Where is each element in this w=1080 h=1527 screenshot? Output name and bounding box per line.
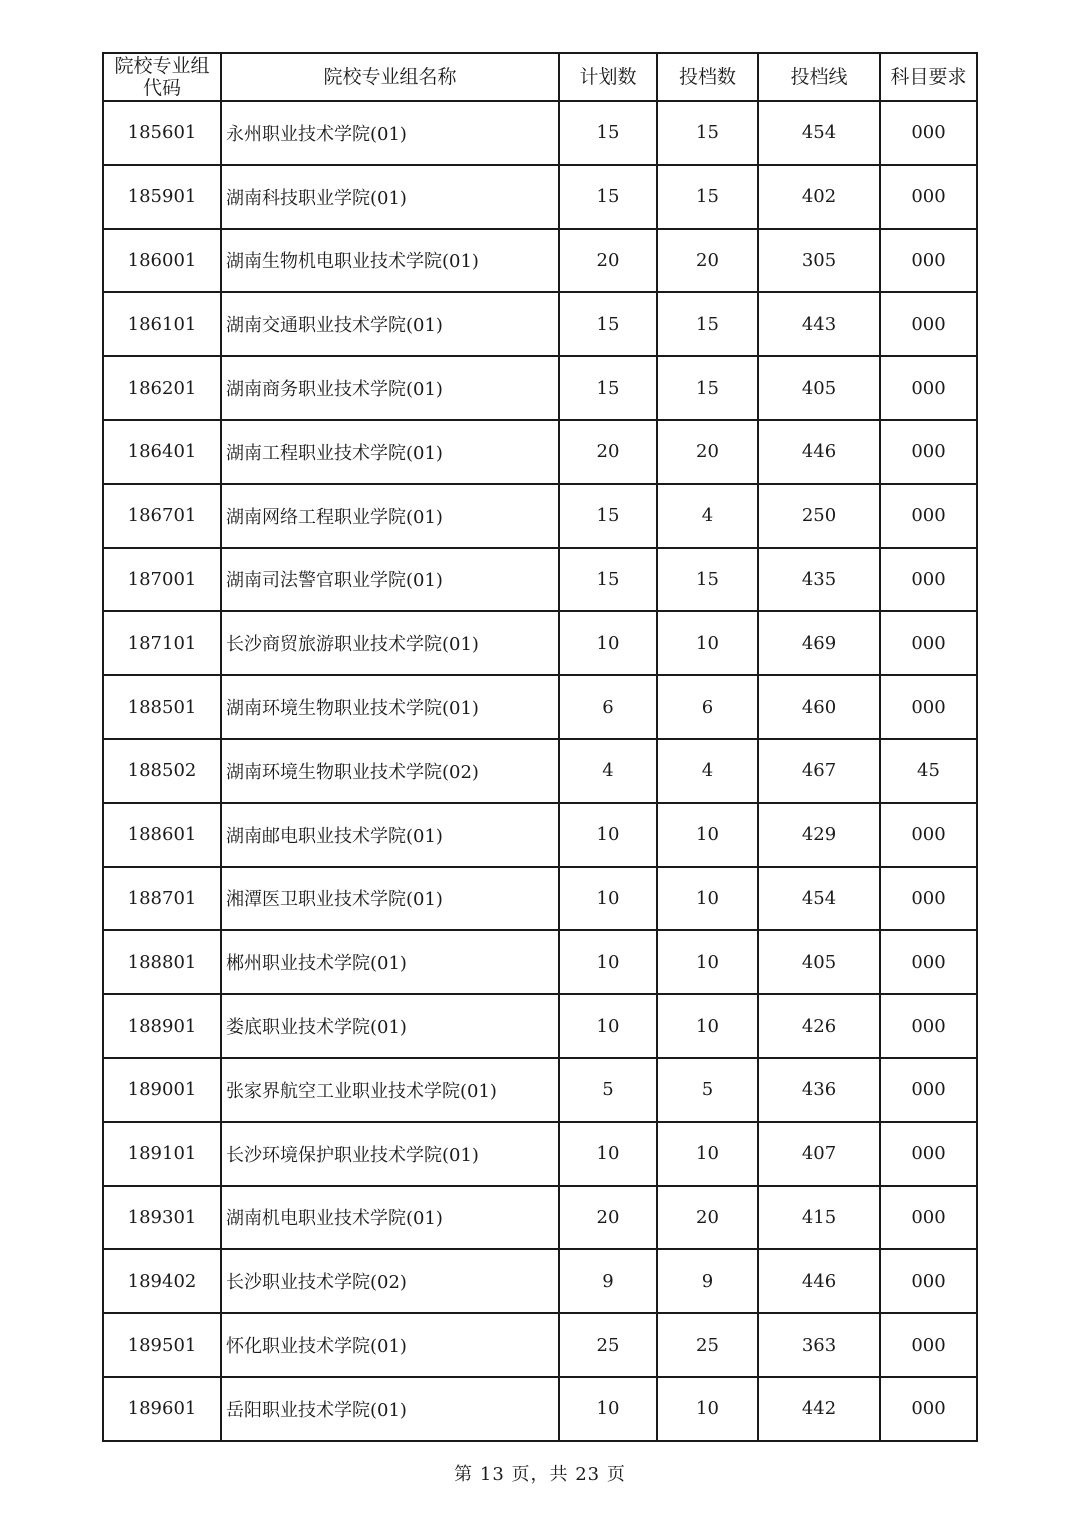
cell-admitted: 20 — [657, 420, 758, 484]
cell-code: 189001 — [103, 1058, 221, 1122]
table-row — [103, 994, 977, 1058]
cell-subject: 000 — [880, 1313, 977, 1377]
cell-line: 454 — [758, 867, 880, 931]
cell-subject: 000 — [880, 101, 977, 165]
cell-name: 湖南生物机电职业技术学院(01) — [221, 229, 559, 293]
cell-subject: 000 — [880, 611, 977, 675]
cell-admitted: 15 — [657, 101, 758, 165]
cell-plan: 15 — [559, 548, 657, 612]
header-code-line2: 代码 — [142, 77, 181, 99]
cell-name: 湖南环境生物职业技术学院(01) — [221, 675, 559, 739]
table-row — [103, 292, 977, 356]
cell-subject: 000 — [880, 420, 977, 484]
cell-subject: 000 — [880, 803, 977, 867]
cell-code: 187001 — [103, 548, 221, 612]
table-row — [103, 1377, 977, 1441]
cell-admitted: 15 — [657, 356, 758, 420]
cell-admitted: 25 — [657, 1313, 758, 1377]
table-row — [103, 420, 977, 484]
header-admitted: 投档数 — [657, 53, 758, 101]
admission-table — [102, 52, 978, 1442]
cell-plan: 20 — [559, 229, 657, 293]
cell-admitted: 9 — [657, 1249, 758, 1313]
cell-name: 怀化职业技术学院(01) — [221, 1313, 559, 1377]
cell-name: 长沙商贸旅游职业技术学院(01) — [221, 611, 559, 675]
cell-line: 405 — [758, 356, 880, 420]
cell-name: 长沙环境保护职业技术学院(01) — [221, 1122, 559, 1186]
header-line: 投档线 — [758, 53, 880, 101]
cell-name: 娄底职业技术学院(01) — [221, 994, 559, 1058]
cell-line: 469 — [758, 611, 880, 675]
table-row — [103, 675, 977, 739]
cell-plan: 10 — [559, 867, 657, 931]
table-row — [103, 101, 977, 165]
cell-line: 305 — [758, 229, 880, 293]
cell-admitted: 15 — [657, 165, 758, 229]
cell-line: 467 — [758, 739, 880, 803]
table-row — [103, 1122, 977, 1186]
cell-plan: 15 — [559, 165, 657, 229]
cell-subject: 000 — [880, 1058, 977, 1122]
cell-admitted: 10 — [657, 994, 758, 1058]
cell-code: 189501 — [103, 1313, 221, 1377]
cell-name: 岳阳职业技术学院(01) — [221, 1377, 559, 1441]
cell-name: 湖南司法警官职业学院(01) — [221, 548, 559, 612]
cell-name: 永州职业技术学院(01) — [221, 101, 559, 165]
table-row — [103, 867, 977, 931]
cell-plan: 10 — [559, 1377, 657, 1441]
cell-plan: 10 — [559, 611, 657, 675]
cell-code: 185901 — [103, 165, 221, 229]
cell-code: 188501 — [103, 675, 221, 739]
cell-code: 189101 — [103, 1122, 221, 1186]
cell-line: 442 — [758, 1377, 880, 1441]
cell-subject: 000 — [880, 867, 977, 931]
cell-name: 长沙职业技术学院(02) — [221, 1249, 559, 1313]
cell-admitted: 15 — [657, 292, 758, 356]
page-footer: 第 13 页，共 23 页 — [454, 1464, 626, 1485]
cell-line: 407 — [758, 1122, 880, 1186]
cell-code: 186201 — [103, 356, 221, 420]
cell-admitted: 20 — [657, 1186, 758, 1250]
cell-admitted: 10 — [657, 1377, 758, 1441]
cell-subject: 000 — [880, 165, 977, 229]
cell-admitted: 10 — [657, 930, 758, 994]
cell-name: 湖南工程职业技术学院(01) — [221, 420, 559, 484]
table-header-row — [103, 53, 977, 101]
cell-code: 186401 — [103, 420, 221, 484]
table-row — [103, 165, 977, 229]
cell-plan: 15 — [559, 484, 657, 548]
cell-name: 湘潭医卫职业技术学院(01) — [221, 867, 559, 931]
table-body — [103, 101, 977, 1441]
cell-subject: 000 — [880, 1249, 977, 1313]
cell-code: 188801 — [103, 930, 221, 994]
admission-table-container — [102, 52, 976, 1442]
table-row — [103, 1249, 977, 1313]
cell-plan: 9 — [559, 1249, 657, 1313]
cell-code: 185601 — [103, 101, 221, 165]
cell-admitted: 6 — [657, 675, 758, 739]
cell-code: 188502 — [103, 739, 221, 803]
cell-plan: 10 — [559, 803, 657, 867]
cell-line: 405 — [758, 930, 880, 994]
cell-code: 186101 — [103, 292, 221, 356]
cell-name: 湖南环境生物职业技术学院(02) — [221, 739, 559, 803]
cell-plan: 25 — [559, 1313, 657, 1377]
cell-name: 湖南科技职业学院(01) — [221, 165, 559, 229]
table-row — [103, 930, 977, 994]
cell-line: 415 — [758, 1186, 880, 1250]
header-name: 院校专业组名称 — [221, 53, 559, 101]
cell-plan: 15 — [559, 101, 657, 165]
cell-subject: 000 — [880, 930, 977, 994]
cell-admitted: 5 — [657, 1058, 758, 1122]
header-plan: 计划数 — [559, 53, 657, 101]
cell-admitted: 10 — [657, 803, 758, 867]
cell-plan: 10 — [559, 1122, 657, 1186]
table-row — [103, 229, 977, 293]
cell-subject: 000 — [880, 1186, 977, 1250]
table-row — [103, 739, 977, 803]
cell-code: 187101 — [103, 611, 221, 675]
cell-admitted: 10 — [657, 611, 758, 675]
cell-plan: 15 — [559, 292, 657, 356]
table-row — [103, 611, 977, 675]
cell-code: 186001 — [103, 229, 221, 293]
cell-name: 湖南交通职业技术学院(01) — [221, 292, 559, 356]
cell-line: 363 — [758, 1313, 880, 1377]
cell-code: 189301 — [103, 1186, 221, 1250]
cell-plan: 20 — [559, 420, 657, 484]
cell-line: 443 — [758, 292, 880, 356]
cell-line: 429 — [758, 803, 880, 867]
cell-admitted: 4 — [657, 484, 758, 548]
cell-code: 188701 — [103, 867, 221, 931]
cell-admitted: 4 — [657, 739, 758, 803]
cell-plan: 5 — [559, 1058, 657, 1122]
cell-admitted: 10 — [657, 867, 758, 931]
header-subject: 科目要求 — [880, 53, 977, 101]
cell-admitted: 10 — [657, 1122, 758, 1186]
cell-code: 188601 — [103, 803, 221, 867]
cell-name: 湖南商务职业技术学院(01) — [221, 356, 559, 420]
cell-plan: 20 — [559, 1186, 657, 1250]
cell-line: 402 — [758, 165, 880, 229]
cell-name: 郴州职业技术学院(01) — [221, 930, 559, 994]
cell-subject: 000 — [880, 356, 977, 420]
cell-plan: 10 — [559, 994, 657, 1058]
cell-subject: 000 — [880, 1377, 977, 1441]
cell-name: 湖南网络工程职业学院(01) — [221, 484, 559, 548]
table-row — [103, 356, 977, 420]
table-row — [103, 1186, 977, 1250]
cell-admitted: 20 — [657, 229, 758, 293]
cell-name: 湖南邮电职业技术学院(01) — [221, 803, 559, 867]
cell-code: 186701 — [103, 484, 221, 548]
cell-name: 张家界航空工业职业技术学院(01) — [221, 1058, 559, 1122]
cell-line: 460 — [758, 675, 880, 739]
cell-subject: 000 — [880, 994, 977, 1058]
table-row — [103, 1313, 977, 1377]
cell-subject: 000 — [880, 548, 977, 612]
cell-code: 188901 — [103, 994, 221, 1058]
cell-subject: 000 — [880, 1122, 977, 1186]
cell-admitted: 15 — [657, 548, 758, 612]
cell-subject: 000 — [880, 292, 977, 356]
table-row — [103, 484, 977, 548]
table-row — [103, 1058, 977, 1122]
table-row — [103, 548, 977, 612]
cell-name: 湖南机电职业技术学院(01) — [221, 1186, 559, 1250]
cell-line: 446 — [758, 420, 880, 484]
cell-code: 189601 — [103, 1377, 221, 1441]
cell-plan: 10 — [559, 930, 657, 994]
cell-code: 189402 — [103, 1249, 221, 1313]
cell-line: 446 — [758, 1249, 880, 1313]
cell-subject: 000 — [880, 484, 977, 548]
cell-line: 436 — [758, 1058, 880, 1122]
header-code — [103, 53, 221, 101]
cell-subject: 000 — [880, 229, 977, 293]
cell-subject: 45 — [880, 739, 977, 803]
cell-line: 426 — [758, 994, 880, 1058]
header-code-line1: 院校专业组 — [114, 55, 210, 77]
cell-plan: 15 — [559, 356, 657, 420]
cell-plan: 6 — [559, 675, 657, 739]
cell-line: 250 — [758, 484, 880, 548]
cell-line: 435 — [758, 548, 880, 612]
table-row — [103, 803, 977, 867]
cell-subject: 000 — [880, 675, 977, 739]
cell-plan: 4 — [559, 739, 657, 803]
cell-line: 454 — [758, 101, 880, 165]
